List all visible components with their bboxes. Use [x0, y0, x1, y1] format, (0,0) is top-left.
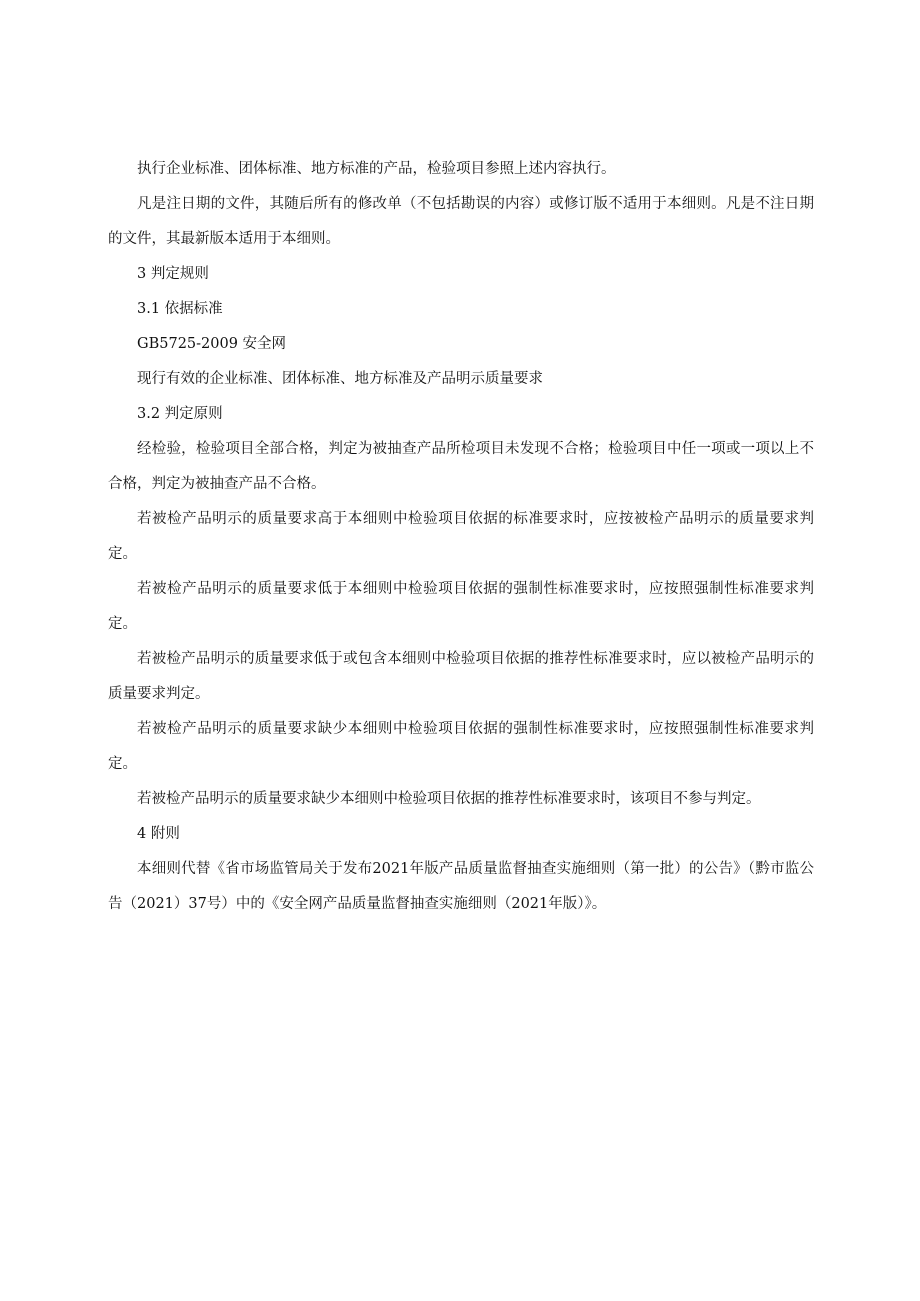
- subsection-heading-judgment-principles: 3.2 判定原则: [137, 406, 223, 422]
- section-heading-judgment-rules: 3 判定规则: [137, 266, 209, 282]
- subsection-heading-basis-standards: 3.1 依据标准: [137, 301, 223, 317]
- paragraph-inspection-result: 经检验，检验项目全部合格，判定为被抽查产品所检项目未发现不合格；检验项目中任一项或一项以上不合格，判定为被抽查产品不合格。: [108, 441, 814, 492]
- paragraph-lower-recommended: 若被检产品明示的质量要求低于或包含本细则中检验项目依据的推荐性标准要求时，应以被检产品明示的质量要求判定。: [108, 651, 814, 702]
- section-heading-supplementary: 4 附则: [137, 826, 180, 842]
- paragraph-missing-mandatory: 若被检产品明示的质量要求缺少本细则中检验项目依据的强制性标准要求时，应按照强制性标准要求判定。: [108, 721, 814, 772]
- document-page: [108, 152, 814, 922]
- paragraph-dated-references: 凡是注日期的文件，其随后所有的修改单（不包括勘误的内容）或修订版不适用于本细则。凡是不注日期的文件，其最新版本适用于本细则。: [108, 196, 814, 247]
- paragraph-missing-recommended: 若被检产品明示的质量要求缺少本细则中检验项目依据的推荐性标准要求时，该项目不参与判定。: [137, 791, 761, 807]
- paragraph-enterprise-standards: 执行企业标准、团体标准、地方标准的产品，检验项目参照上述内容执行。: [137, 161, 616, 177]
- paragraph-lower-mandatory: 若被检产品明示的质量要求低于本细则中检验项目依据的强制性标准要求时，应按照强制性标准要求判定。: [108, 581, 814, 632]
- paragraph-replacement-notice: 本细则代替《省市场监管局关于发布2021年版产品质量监督抽查实施细则（第一批）的公告》（黔市监公告（2021）37号）中的《安全网产品质量监督抽查实施细则（2021年版）》。: [108, 861, 814, 912]
- paragraph-higher-requirement: 若被检产品明示的质量要求高于本细则中检验项目依据的标准要求时，应按被检产品明示的质量要求判定。: [108, 511, 814, 562]
- paragraph-current-standards: 现行有效的企业标准、团体标准、地方标准及产品明示质量要求: [137, 371, 543, 387]
- paragraph-standard-gb5725: GB5725-2009 安全网: [137, 336, 287, 352]
